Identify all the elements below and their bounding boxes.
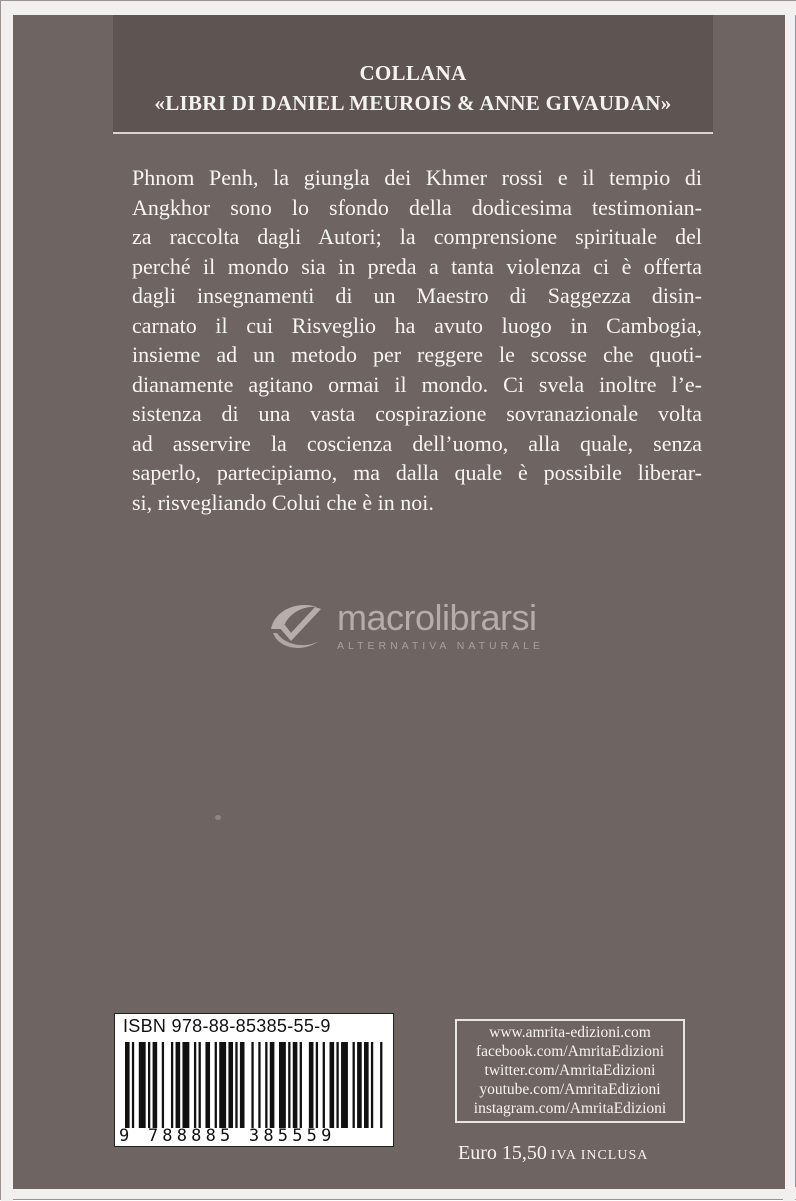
barcode-bar: [323, 1042, 325, 1128]
barcode-bar: [288, 1042, 290, 1128]
watermark-name: macrolibrarsi: [337, 597, 537, 638]
twitter-link[interactable]: twitter.com/AmritaEdizioni: [484, 1062, 656, 1079]
blurb-line: insieme ad un metodo per reggere le scosse che quoti-: [132, 342, 702, 367]
barcode-bar: [353, 1042, 355, 1128]
barcode-bar: [364, 1042, 369, 1128]
barcode-bar: [258, 1042, 260, 1128]
barcode-bar: [182, 1042, 189, 1128]
barcode-bar: [330, 1042, 335, 1128]
back-cover-blurb: [132, 163, 702, 517]
page-border-top: [1, 1, 796, 15]
barcode-bar: [205, 1042, 210, 1128]
barcode-digits: 9 788885 385559: [119, 1126, 336, 1146]
barcode-bar: [293, 1042, 298, 1128]
watermark-tagline: ALTERNATIVA NATURALE: [337, 640, 544, 652]
barcode-bar: [270, 1042, 275, 1128]
barcode-bar: [341, 1042, 348, 1128]
price-amount: Euro 15,50: [458, 1142, 547, 1164]
watermark-logo: [265, 593, 565, 657]
checkmark-leaf-icon: [265, 593, 335, 657]
barcode-bar: [279, 1042, 286, 1128]
blurb-line: saperlo, partecipiamo, ma dalla quale è possibile liberar-: [132, 460, 702, 485]
barcode-bar: [300, 1042, 302, 1128]
barcode-bar: [336, 1042, 338, 1128]
barcode-bar: [199, 1042, 201, 1128]
barcode-bar: [219, 1042, 226, 1128]
barcode-bar: [380, 1042, 382, 1128]
blurb-line: perché il mondo sia in preda a tanta violenza ci è offerta: [132, 253, 702, 279]
barcode-bar: [125, 1042, 130, 1128]
barcode-bar: [176, 1042, 181, 1128]
barcode-bar: [215, 1042, 217, 1128]
barcode-bar: [251, 1042, 253, 1128]
barcode-bar: [371, 1042, 373, 1128]
series-label: COLLANA: [359, 61, 467, 85]
header-divider: [113, 132, 713, 134]
barcode-bar: [309, 1042, 314, 1128]
barcode-bar: [265, 1042, 267, 1128]
barcode-bar: [139, 1042, 146, 1128]
barcode-bar: [162, 1042, 164, 1128]
blurb-line: ad asservire la coscienza dell’uomo, alla quale, senza: [132, 430, 702, 456]
barcode-bars: [125, 1042, 387, 1128]
barcode-bar: [148, 1042, 150, 1128]
blurb-line: dianamente agitano ormai il mondo. Ci svela inoltre l’e-: [132, 371, 702, 397]
facebook-link[interactable]: facebook.com/AmritaEdizioni: [475, 1043, 665, 1060]
series-name: «LIBRI DI DANIEL MEUROIS & ANNE GIVAUDAN»: [154, 91, 672, 115]
blurb-line: Angkhor sono lo sfondo della dodicesima testimonian-: [132, 194, 702, 220]
barcode-bar: [153, 1042, 158, 1128]
barcode-bar: [228, 1042, 233, 1128]
page-border-left: [1, 1, 13, 1201]
barcode-bar: [194, 1042, 196, 1128]
barcode-bar: [357, 1042, 362, 1128]
isbn-label: ISBN 978-88-85385-55-9: [123, 1016, 331, 1036]
blurb-line: za raccolta dagli Autori; la comprensione spirituale del: [132, 224, 702, 249]
barcode-bar: [235, 1042, 237, 1128]
barcode-bar: [171, 1042, 173, 1128]
youtube-link[interactable]: youtube.com/AmritaEdizioni: [479, 1081, 661, 1098]
blurb-line: sistenza di una vasta cospirazione sovranazionale volta: [132, 401, 702, 426]
print-speck: [215, 815, 221, 820]
publisher-links-box: [455, 1019, 685, 1123]
barcode-bar: [316, 1042, 318, 1128]
blurb-line: carnato il cui Risveglio ha avuto luogo in Cambogia,: [132, 312, 702, 338]
price-vat-note: IVA INCLUSA: [550, 1148, 649, 1163]
barcode-bar: [240, 1042, 245, 1128]
blurb-line: Phnom Penh, la giungla dei Khmer rossi e il tempio di: [132, 165, 702, 190]
price-line: [458, 1142, 648, 1165]
isbn-barcode: [114, 1013, 394, 1147]
instagram-link[interactable]: instagram.com/AmritaEdizioni: [473, 1100, 667, 1117]
barcode-bar: [132, 1042, 134, 1128]
blurb-line: dagli insegnamenti di un Maestro di Saggezza disin-: [132, 283, 702, 308]
blurb-line: si, risvegliando Colui che è in noi.: [132, 489, 434, 515]
website-link[interactable]: www.amrita-edizioni.com: [489, 1024, 651, 1041]
